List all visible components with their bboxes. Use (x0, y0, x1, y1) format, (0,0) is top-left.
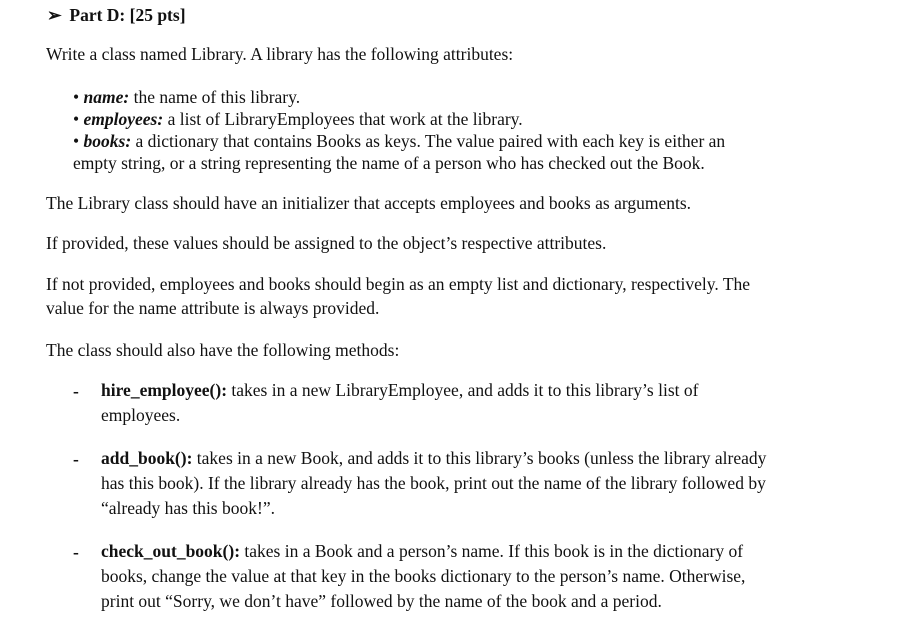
method-desc: takes in a new Book, and adds it to this library’s books (unless the library already (192, 448, 767, 468)
bullet-icon: • (73, 87, 80, 107)
dash-bullet-icon: - (73, 449, 79, 469)
attribute-continuation: empty string, or a string representing the name of a person who has checked out the Book. (73, 153, 705, 173)
bullet-icon: • (73, 109, 80, 129)
section-heading-text: Part D: [25 pts] (69, 5, 186, 25)
intro-paragraph: Write a class named Library. A library has the following attributes: (46, 44, 514, 64)
attribute-list (73, 86, 725, 174)
section-heading (47, 5, 186, 26)
method-name: hire_employee(): (101, 380, 228, 400)
method-line: “already has this book!”. (101, 498, 275, 518)
arrow-bullet-icon: ➢ (47, 5, 62, 25)
method-line: employees. (101, 405, 181, 425)
attribute-name: employees: (83, 109, 164, 129)
method-line: has this book). If the library already has the book, print out the name of the library followed by (101, 473, 766, 493)
method-line (101, 446, 766, 471)
method-desc: takes in a new LibraryEmployee, and adds it to this library’s list of (227, 380, 699, 400)
attribute-desc: the name of this library. (129, 87, 301, 107)
dash-bullet-icon: - (73, 381, 79, 401)
method-desc: takes in a Book and a person’s name. If this book is in the dictionary of (240, 541, 744, 561)
not-provided-paragraph-line2: value for the name attribute is always provided. (46, 298, 380, 318)
attribute-desc: a list of LibraryEmployees that work at the library. (163, 109, 523, 129)
method-name: add_book(): (101, 448, 193, 468)
bullet-icon: • (73, 131, 80, 151)
attribute-desc: a dictionary that contains Books as keys. The value paired with each key is either an (131, 131, 726, 151)
method-line (101, 378, 698, 403)
provided-paragraph: If provided, these values should be assigned to the object’s respective attributes. (46, 233, 607, 253)
method-hire-employee (101, 378, 698, 428)
method-line (101, 539, 745, 564)
method-check-out-book (101, 539, 745, 614)
attribute-item-name (73, 86, 725, 108)
attribute-name: name: (83, 87, 130, 107)
method-name: check_out_book(): (101, 541, 241, 561)
methods-intro-paragraph: The class should also have the following methods: (46, 340, 400, 360)
attribute-item-books (73, 130, 725, 152)
attribute-item-employees (73, 108, 725, 130)
attribute-name: books: (83, 131, 132, 151)
method-line: books, change the value at that key in the books dictionary to the person’s name. Otherwise, (101, 566, 746, 586)
method-line: print out “Sorry, we don’t have” followed by the name of the book and a period. (101, 591, 662, 611)
dash-bullet-icon: - (73, 542, 79, 562)
method-add-book (101, 446, 766, 521)
not-provided-paragraph-line1: If not provided, employees and books should begin as an empty list and dictionary, respectively. The (46, 274, 751, 294)
initializer-paragraph: The Library class should have an initializer that accepts employees and books as arguments. (46, 193, 692, 213)
